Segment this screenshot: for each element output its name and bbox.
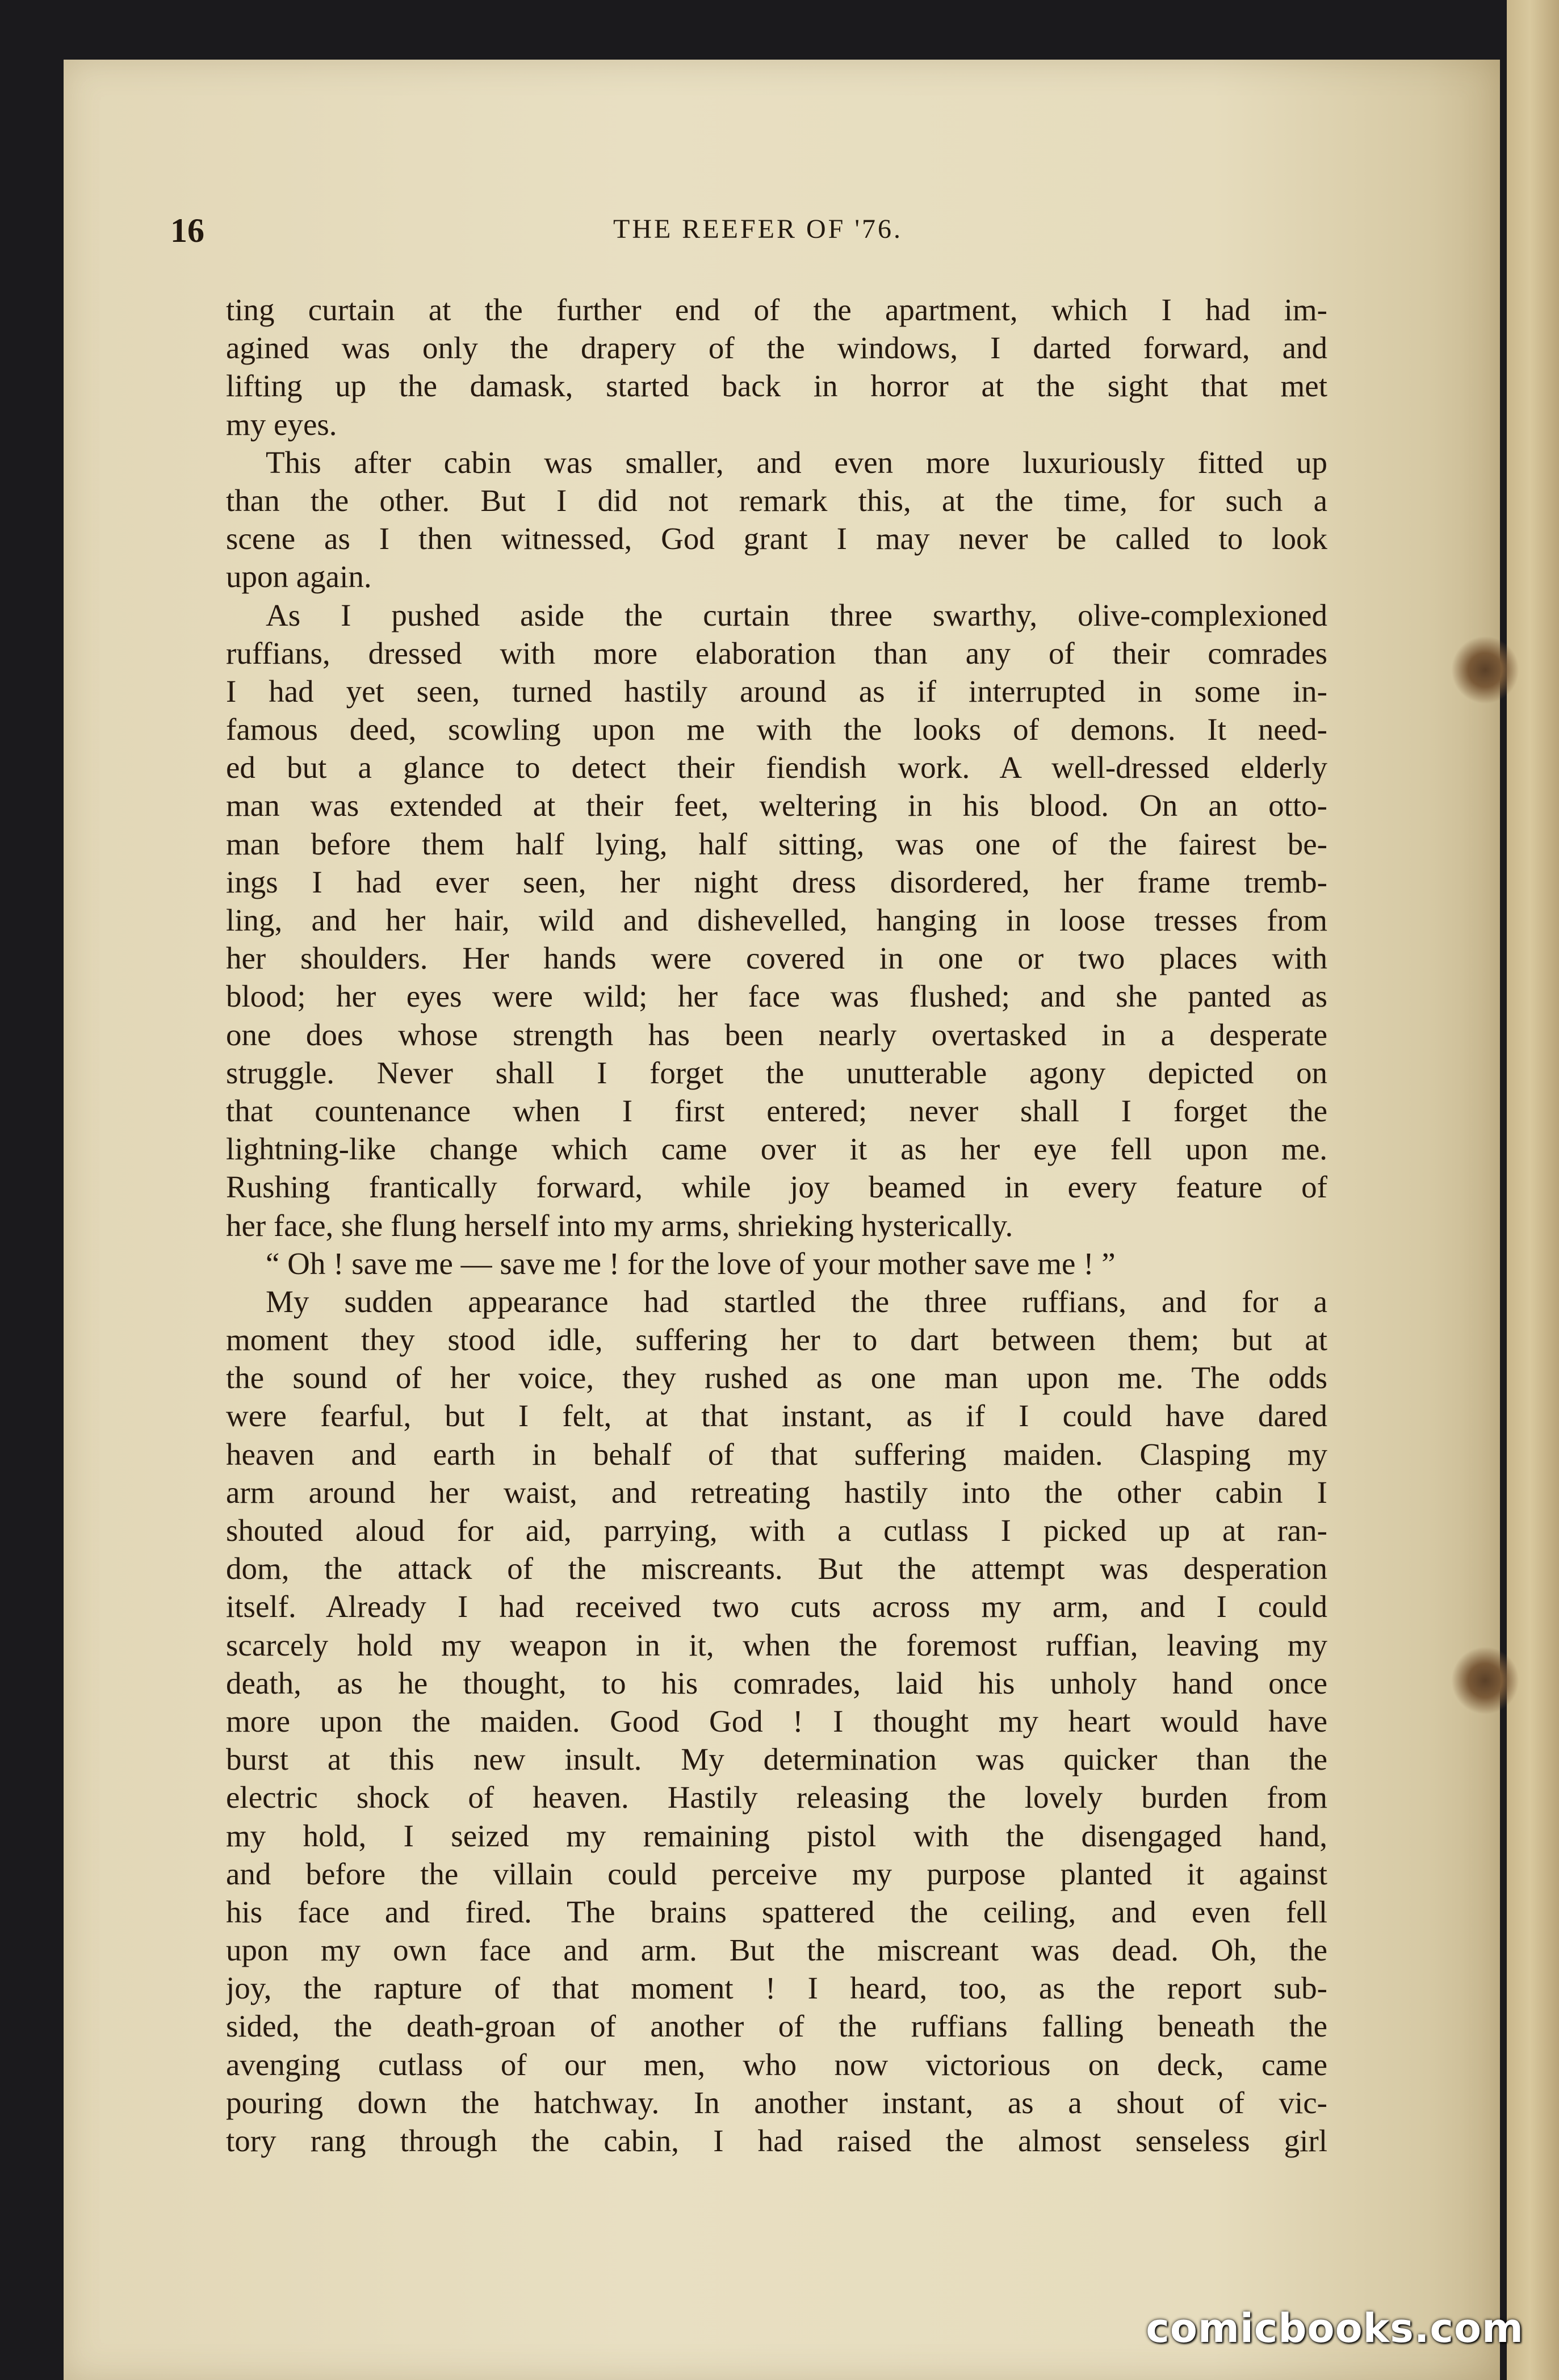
- text-line: the sound of her voice, they rushed as one man upon me. The odds: [226, 1360, 1327, 1396]
- facing-page-edge: [1507, 0, 1559, 2380]
- text-line: electric shock of heaven. Hastily releasing the lovely burden from: [226, 1780, 1327, 1815]
- text-line: arm around her waist, and retreating hastily into the other cabin I: [226, 1474, 1327, 1510]
- body-text: [226, 291, 1327, 2160]
- text-line: pouring down the hatchway. In another instant, as a shout of vic-: [226, 2085, 1327, 2120]
- site-watermark: comicbooks.com: [1146, 2305, 1524, 2352]
- text-line: blood; her eyes were wild; her face was flushed; and she panted as: [226, 979, 1327, 1014]
- text-line: ting curtain at the further end of the apartment, which I had im-: [226, 292, 1327, 327]
- text-line: My sudden appearance had startled the three ruffians, and for a: [266, 1284, 1327, 1319]
- text-line: heaven and earth in behalf of that suffering maiden. Clasping my: [226, 1436, 1327, 1472]
- text-line: her face, she flung herself into my arms, shrieking hysterically.: [226, 1208, 1013, 1243]
- binding-stitch: [1451, 1646, 1519, 1715]
- text-line: than the other. But I did not remark this, at the time, for such a: [226, 483, 1327, 518]
- text-line: man before them half lying, half sitting, was one of the fairest be-: [226, 826, 1327, 861]
- text-line: “ Oh ! save me — save me ! for the love of your mother save me ! ”: [266, 1246, 1116, 1281]
- text-line: ruffians, dressed with more elaboration than any of their comrades: [226, 635, 1327, 671]
- binding-stitch: [1451, 636, 1519, 704]
- text-line: upon again.: [226, 559, 372, 594]
- text-line: scene as I then witnessed, God grant I may never be called to look: [226, 521, 1327, 556]
- running-title: THE REEFER OF '76.: [613, 214, 903, 244]
- text-line: itself. Already I had received two cuts across my arm, and I could: [226, 1589, 1327, 1624]
- text-line: my hold, I seized my remaining pistol with the disengaged hand,: [226, 1818, 1327, 1853]
- text-line: ings I had ever seen, her night dress disordered, her frame tremb-: [226, 864, 1327, 899]
- text-line: his face and fired. The brains spattered the ceiling, and even fell: [226, 1894, 1327, 1929]
- text-line: man was extended at their feet, weltering in his blood. On an otto-: [226, 788, 1327, 823]
- text-line: and before the villain could perceive my purpose planted it against: [226, 1856, 1327, 1891]
- text-line: agined was only the drapery of the windows, I darted forward, and: [226, 330, 1327, 366]
- text-line: upon my own face and arm. But the miscreant was dead. Oh, the: [226, 1933, 1327, 1968]
- text-line: This after cabin was smaller, and even more luxuriously fitted up: [266, 445, 1327, 480]
- text-line: tory rang through the cabin, I had raised the almost senseless girl: [226, 2123, 1327, 2158]
- text-line: dom, the attack of the miscreants. But the attempt was desperation: [226, 1551, 1327, 1586]
- text-line: shouted aloud for aid, parrying, with a cutlass I picked up at ran-: [226, 1513, 1327, 1548]
- text-line: her shoulders. Her hands were covered in one or two places with: [226, 941, 1327, 976]
- text-line: lightning-like change which came over it as her eye fell upon me.: [226, 1132, 1327, 1167]
- text-line: sided, the death-groan of another of the ruffians falling beneath the: [226, 2009, 1327, 2044]
- text-line: more upon the maiden. Good God ! I thought my heart would have: [226, 1703, 1327, 1738]
- text-line: my eyes.: [226, 407, 337, 442]
- text-line: avenging cutlass of our men, who now victorious on deck, came: [226, 2047, 1327, 2082]
- text-line: burst at this new insult. My determination was quicker than the: [226, 1742, 1327, 1777]
- page-number: 16: [170, 212, 204, 249]
- text-line: one does whose strength has been nearly overtasked in a desperate: [226, 1017, 1327, 1052]
- text-line: moment they stood idle, suffering her to dart between them; but at: [226, 1322, 1327, 1357]
- running-head: [170, 211, 1334, 257]
- text-line: that countenance when I first entered; never shall I forget the: [226, 1093, 1327, 1128]
- text-line: scarcely hold my weapon in it, when the foremost ruffian, leaving my: [226, 1627, 1327, 1662]
- text-line: lifting up the damask, started back in horror at the sight that met: [226, 368, 1327, 404]
- text-line: death, as he thought, to his comrades, laid his unholy hand once: [226, 1665, 1327, 1700]
- text-line: ed but a glance to detect their fiendish work. A well-dressed elderly: [226, 750, 1327, 785]
- text-line: ling, and her hair, wild and dishevelled, hanging in loose tresses from: [226, 903, 1327, 937]
- text-line: I had yet seen, turned hastily around as if interrupted in some in-: [226, 673, 1327, 709]
- text-line: joy, the rapture of that moment ! I heard, too, as the report sub-: [226, 1971, 1327, 2006]
- text-line: struggle. Never shall I forget the unutterable agony depicted on: [226, 1055, 1327, 1090]
- text-line: Rushing frantically forward, while joy beamed in every feature of: [226, 1170, 1327, 1205]
- text-line: were fearful, but I felt, at that instant, as if I could have dared: [226, 1398, 1327, 1434]
- text-line: As I pushed aside the curtain three swarthy, olive-complexioned: [266, 597, 1327, 632]
- text-line: famous deed, scowling upon me with the looks of demons. It need-: [226, 712, 1327, 747]
